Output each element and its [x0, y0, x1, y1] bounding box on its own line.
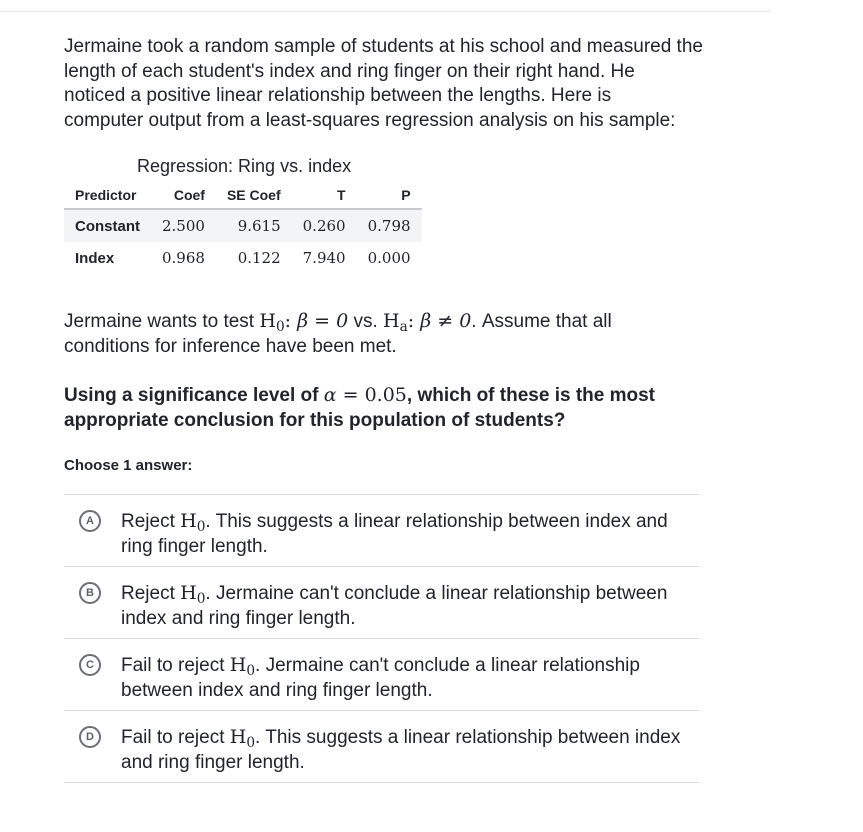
- choice-d-text: [121, 725, 699, 775]
- h0-math: β = 0: [297, 310, 349, 332]
- choice-b-after: . Jermaine can't conclude a linear relationship between: [205, 583, 668, 604]
- predictor-cell: Index: [75, 249, 115, 267]
- choice-d-radio-icon[interactable]: D: [79, 726, 101, 748]
- regression-title: Regression: Ring vs. index: [137, 156, 352, 176]
- choice-d[interactable]: [64, 711, 699, 783]
- header-predictor: Predictor: [64, 182, 151, 209]
- alpha-expression: α = 0.05: [323, 384, 407, 406]
- header-t: T: [292, 182, 357, 209]
- choice-c-radio-icon[interactable]: C: [79, 654, 101, 676]
- table-header-row: [64, 182, 422, 209]
- table-row: [64, 242, 422, 274]
- se-coef-cell: 0.122: [237, 249, 281, 267]
- choice-d-line-2: and ring finger length.: [121, 751, 305, 773]
- h0-symbol: $H_0$: [229, 726, 256, 752]
- hypothesis-prefix: Jermaine wants to test: [64, 311, 260, 332]
- intro-line-4: computer output from a least-squares regression analysis on his sample:: [64, 109, 676, 131]
- choice-a-after: . This suggests a linear relationship between index and: [205, 511, 668, 532]
- choice-b-line-2: index and ring finger length.: [121, 607, 356, 629]
- choice-a-radio-icon[interactable]: A: [79, 510, 101, 532]
- top-divider: [0, 11, 771, 12]
- choice-c-after: . Jermaine can't conclude a linear relationship: [255, 655, 640, 676]
- choice-b-before: Reject: [121, 583, 181, 604]
- hypothesis-paragraph: [64, 309, 724, 359]
- question-prefix: Using a significance level of: [64, 385, 324, 406]
- choice-d-after: . This suggests a linear relationship between index: [255, 727, 681, 748]
- choice-a[interactable]: [64, 495, 699, 567]
- predictor-cell: Constant: [64, 209, 151, 242]
- choice-c-line-2: between index and ring finger length.: [121, 679, 433, 701]
- table-row: [64, 209, 422, 242]
- choice-c-text: [121, 653, 699, 703]
- t-cell: 7.940: [302, 249, 346, 267]
- choice-b[interactable]: [64, 567, 699, 639]
- h0-symbol: $H_0$: [180, 510, 206, 536]
- intro-line-2: length of each student's index and ring finger on their right hand. He: [64, 60, 635, 82]
- h0-symbol: $H_0$: [180, 582, 206, 608]
- p-cell: 0.798: [357, 209, 422, 242]
- choose-label: Choose 1 answer:: [64, 457, 193, 474]
- se-coef-cell: 9.615: [216, 209, 292, 242]
- hypothesis-suffix: . Assume that all: [471, 311, 612, 332]
- choice-a-line-2: ring finger length.: [121, 535, 268, 557]
- alpha-value: 0.05: [364, 384, 407, 406]
- choice-c[interactable]: [64, 639, 699, 711]
- choice-b-radio-icon[interactable]: B: [79, 582, 101, 604]
- choice-a-text: [121, 509, 699, 559]
- hypothesis-vs: vs.: [348, 311, 384, 332]
- h0-symbol: $H_0$: β = 0: [259, 310, 349, 336]
- ha-math: β ≠ 0: [420, 310, 472, 332]
- header-se-coef: SE Coef: [216, 182, 292, 209]
- regression-table: [64, 182, 422, 274]
- p-cell: 0.000: [367, 249, 411, 267]
- answer-choices: [64, 494, 699, 783]
- question-content: [64, 35, 724, 474]
- choice-a-before: Reject: [121, 511, 181, 532]
- intro-paragraph: [64, 35, 724, 133]
- choice-d-before: Fail to reject: [121, 727, 230, 748]
- ha-symbol: $H_a$: β ≠ 0: [383, 310, 472, 336]
- choice-c-before: Fail to reject: [121, 655, 230, 676]
- question-suffix: , which of these is the most: [406, 385, 656, 406]
- intro-line-1: Jermaine took a random sample of students at his school and measured the: [64, 36, 703, 57]
- t-cell: 0.260: [292, 209, 357, 242]
- coef-cell: 2.500: [151, 209, 216, 242]
- header-coef: Coef: [151, 182, 216, 209]
- question-line-2: appropriate conclusion for this population of students?: [64, 409, 566, 431]
- header-p: P: [357, 182, 422, 209]
- coef-cell: 0.968: [162, 249, 205, 267]
- choice-b-text: [121, 581, 699, 631]
- question-prompt: [64, 383, 724, 433]
- h0-symbol: $H_0$: [229, 654, 256, 680]
- intro-line-3: noticed a positive linear relationship between the lengths. Here is: [64, 85, 612, 106]
- hypothesis-line-2: conditions for inference have been met.: [64, 335, 397, 357]
